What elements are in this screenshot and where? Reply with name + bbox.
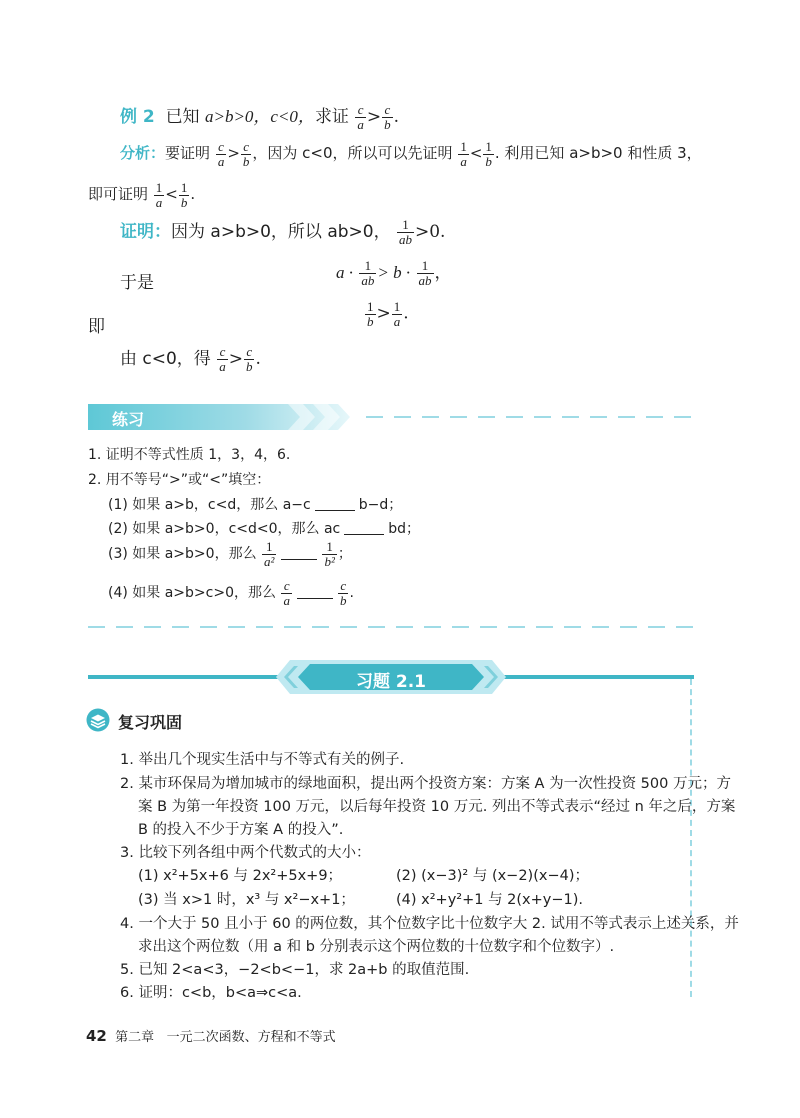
fraction-1-over-a: $\frac{1}{a}$: [155, 180, 163, 210]
gt-sign: >: [227, 144, 240, 163]
fraction-c-over-a: $\frac{c}{a}$: [357, 102, 364, 132]
exercise-line-1: 1. 举出几个现实生活中与不等式有关的例子.: [120, 752, 405, 768]
review-icon: [86, 708, 110, 732]
gt-sign: >: [366, 107, 382, 127]
fraction-1-over-ab: $\frac{1}{ab}$: [418, 258, 432, 288]
inequality-2: [364, 300, 409, 328]
fraction-1-over-b2: $\frac{1}{\text{b²}}$: [324, 539, 335, 569]
practice-header-banner: [88, 404, 358, 430]
gt-sign: >: [376, 303, 391, 324]
exercise-line-4: B 的投入不少于方案 A 的投入”.: [138, 822, 344, 838]
practice-sub-2: [108, 518, 420, 538]
exercise-line-5: 3. 比较下列各组中两个代数式的大小：: [120, 845, 371, 861]
fraction-c-over-b: $\frac{c}{b}$: [339, 578, 347, 608]
fraction-1-over-a: $\frac{1}{a}$: [393, 299, 401, 329]
lt-sign: <: [469, 144, 483, 163]
sub1-post: b−d；: [358, 497, 403, 513]
fraction-c-over-b: $\frac{c}{b}$: [384, 102, 391, 132]
conclusion-text: 由 c<0，得: [120, 349, 211, 369]
blank-3[interactable]: [281, 559, 317, 560]
ji-label: 即: [88, 317, 105, 337]
exercise-line-3: 案 B 为第一年投资 100 万元，以后每年投资 10 万元. 列出不等式表示“经过 n 年之后，方案: [138, 799, 736, 815]
stmt-prove: 求证: [314, 107, 349, 127]
sub3-post: ；: [337, 546, 352, 563]
fraction-1-over-ab: $\frac{1}{ab}$: [361, 258, 375, 288]
exercise-line-6: (1) x²+5x+6 与 2x²+5x+9；: [138, 868, 343, 884]
fraction-1-over-b: $\frac{1}{b}$: [180, 180, 188, 210]
lt-sign: <: [165, 185, 178, 204]
practice-item-1: 1. 证明不等式性质 1，3，4，6.: [88, 447, 291, 463]
proof-text-end: >0.: [415, 222, 446, 242]
practice-sub-3: [108, 540, 352, 568]
period: .: [255, 349, 261, 369]
exercise-line-9: (4) x²+y²+1 与 2(x+y−1).: [396, 892, 584, 908]
practice-footer-dash: [88, 626, 694, 628]
comma: ，: [434, 263, 452, 283]
fraction-1-over-b: $\frac{1}{b}$: [367, 299, 374, 329]
analysis-line-1: [120, 140, 702, 168]
fraction-c-over-b: $\frac{c}{b}$: [245, 344, 253, 374]
sub4-post: .: [349, 585, 354, 602]
yushi-label: 于是: [120, 273, 154, 293]
blank-4[interactable]: [297, 598, 333, 599]
page-footer: [86, 1026, 336, 1045]
inequality-1: [336, 258, 452, 288]
exercise-line-2: 2. 某市环保局为增加城市的绿地面积，提出两个投资方案：方案 A 为一次性投资 500 万元；方: [120, 776, 731, 792]
proof-line: [120, 217, 445, 247]
fraction-1-over-b: $\frac{1}{b}$: [485, 139, 492, 169]
analysis-text-1: 要证明: [165, 144, 211, 163]
term-b: > b ·: [377, 263, 411, 282]
exercise-header-badge: [276, 660, 506, 694]
fraction-c-over-a: $\frac{c}{a}$: [283, 578, 290, 608]
blank-2[interactable]: [344, 534, 384, 535]
gt-sign: >: [228, 349, 243, 369]
stmt-cond: a>b>0，c<0，: [204, 107, 315, 126]
practice-sub-4: [108, 579, 354, 607]
practice-header-dash: [366, 416, 694, 418]
exercise-line-11: 求出这个两位数（用 a 和 b 分别表示这个两位数的十位数字和个位数字）.: [138, 939, 615, 955]
sub2-pre: (2) 如果 a>b>0，c<d<0，那么 ac: [108, 521, 341, 537]
fraction-c-over-a: $\frac{c}{a}$: [217, 139, 225, 169]
exercise-line-7: (2) (x−3)² 与 (x−2)(x−4)；: [396, 868, 589, 884]
fraction-1-over-a: $\frac{1}{a}$: [460, 139, 467, 169]
sub4-pre: (4) 如果 a>b>c>0，那么: [108, 585, 276, 602]
example-2-statement: [120, 102, 399, 132]
period: .: [190, 185, 196, 204]
fraction-c-over-a: $\frac{c}{a}$: [219, 344, 226, 374]
fraction-1-over-a2: $\frac{1}{\text{a²}}$: [264, 539, 275, 569]
exercise-header-line-right: [500, 675, 694, 679]
analysis-text-3: . 利用已知 a>b>0 和性质 3，: [494, 144, 702, 163]
exercise-line-13: 6. 证明：c<b，b<a⇒c<a.: [120, 985, 302, 1001]
practice-item-2: 2. 用不等号“>”或“<”填空：: [88, 472, 271, 488]
analysis-label: 分析：: [120, 144, 166, 163]
exercise-header-line-left: [88, 675, 288, 679]
conclusion-line: [120, 344, 261, 374]
analysis-text-2: ，因为 c<0，所以可以先证明: [252, 144, 453, 163]
period: .: [393, 107, 399, 127]
exercise-line-12: 5. 已知 2<a<3，−2<b<−1，求 2a+b 的取值范围.: [120, 962, 470, 978]
section-title: 复习巩固: [118, 713, 183, 732]
term-a: a ·: [336, 263, 353, 282]
sub1-pre: (1) 如果 a>b，c<d，那么 a−c: [108, 497, 311, 513]
page-number: 42: [86, 1027, 107, 1045]
exercise-right-dashed-border: [690, 679, 692, 997]
stmt-pre: 已知: [165, 107, 200, 127]
proof-label: 证明：: [120, 222, 171, 242]
proof-text-1: 因为 a>b>0，所以 ab>0，: [171, 222, 391, 242]
exercise-line-8: (3) 当 x>1 时，x³ 与 x²−x+1；: [138, 892, 355, 908]
fraction-c-over-b: $\frac{c}{b}$: [242, 139, 250, 169]
practice-title: 练习: [112, 410, 145, 429]
period: .: [403, 303, 409, 324]
example-label: 例 2: [120, 107, 155, 127]
practice-sub-1: [108, 494, 402, 514]
analysis-line-2: [88, 181, 195, 209]
exercise-title: 习题 2.1: [355, 672, 427, 692]
exercise-line-10: 4. 一个大于 50 且小于 60 的两位数，其个位数字比十位数字大 2. 试用不等式表示上述关系，并: [120, 916, 739, 932]
chapter-title: 一元二次函数、方程和不等式: [166, 1030, 336, 1045]
chapter-label: 第二章: [115, 1030, 155, 1045]
sub2-post: bd；: [388, 521, 421, 537]
analysis-text-4: 即可证明: [88, 185, 149, 204]
blank-1[interactable]: [315, 510, 355, 511]
sub3-pre: (3) 如果 a>b>0，那么: [108, 546, 257, 563]
fraction-1-over-ab: $\frac{1}{ab}$: [399, 217, 412, 247]
